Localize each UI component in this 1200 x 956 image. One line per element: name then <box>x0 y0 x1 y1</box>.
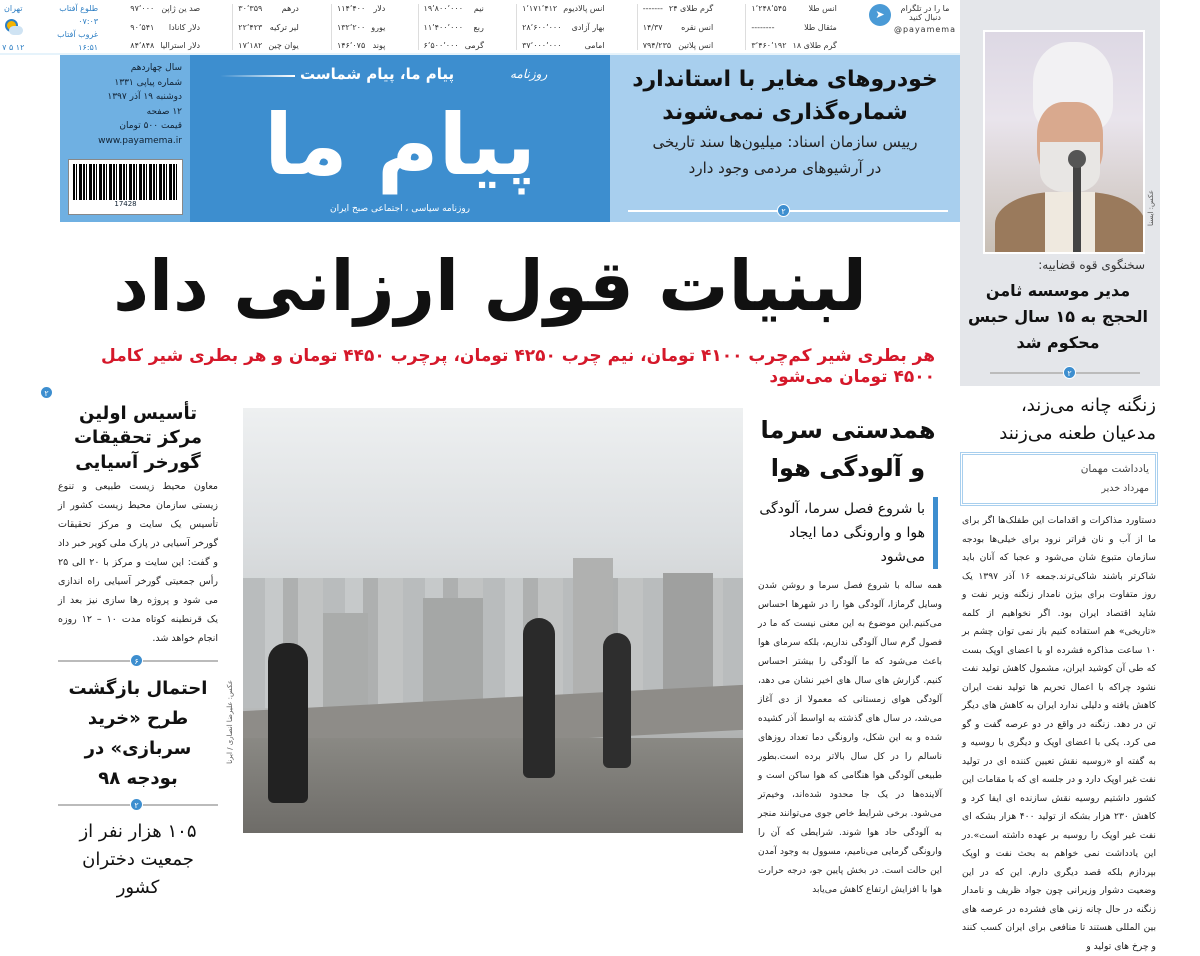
ticker-value: ۱٬۲۴۸٬۵۴۵ <box>751 4 787 13</box>
slogan: پیام ما، پیام شماست <box>300 65 455 83</box>
ticker-label: انس پالادیوم <box>563 4 605 13</box>
top-story-title: شماره‌گذاری نمی‌شوند <box>662 100 908 125</box>
ticker-group <box>516 4 609 50</box>
newspaper-masthead <box>190 55 610 222</box>
page-count: ۱۲ صفحه <box>146 106 182 117</box>
center-article <box>748 405 948 900</box>
ticker-group <box>232 4 303 50</box>
story-headline[interactable]: ۱۰۵ هزار نفر از جمعیت دختران کشور <box>79 820 197 898</box>
ticker-value: ۱۷٬۱۸۲ <box>238 41 263 50</box>
logo-prefix: روزنامه <box>510 67 548 81</box>
person-figure <box>603 633 631 768</box>
smog-city-photo <box>243 408 743 833</box>
ticker-value: ۹۰٬۵۴۱ <box>130 22 155 32</box>
ticker-value: ۸۴٬۸۴۸ <box>130 41 155 50</box>
top-story[interactable] <box>610 55 960 222</box>
ticker-value: ۱۱۴٬۴۰۰ <box>336 4 366 13</box>
ticker-value: ۱۴۶٬۰۷۵ <box>336 41 366 50</box>
note-author: مهرداد خدیر <box>1101 483 1149 494</box>
ticker-value: ۱۱٬۴۰۰٬۰۰۰ <box>423 22 463 32</box>
right-column <box>958 392 1160 956</box>
telegram-line2: دنبال کنید <box>909 13 941 22</box>
ticker-label: بهار آزادی <box>571 22 605 32</box>
ticker-value: ------- <box>642 4 663 13</box>
telegram-follow[interactable] <box>869 4 956 50</box>
price: قیمت ۵۰۰ تومان <box>119 121 182 131</box>
barcode <box>68 159 183 215</box>
issue-year: سال چهاردهم <box>130 63 182 73</box>
main-headline[interactable]: لبنیات قول ارزانی داد <box>113 245 867 327</box>
story-headline[interactable]: مدیر موسسه ثامن الحجج به ۱۵ سال حبس محکوم شد <box>968 281 1148 352</box>
issue-number: شماره پیاپی ۱۳۳۱ <box>114 77 182 88</box>
ticker-group <box>745 4 841 50</box>
ticker-label: یوان چین <box>268 41 299 50</box>
sunrise-label: طلوع آفتاب <box>59 4 99 13</box>
ticker-value: -------- <box>751 22 775 32</box>
photo-credit: عکس: ایسنا <box>1147 190 1155 226</box>
top-story-title: خودروهای مغایر با استاندارد <box>632 67 938 92</box>
ticker-label: یورو <box>371 22 386 32</box>
ticker-value: ۱۹٬۸۰۰٬۰۰۰ <box>423 4 463 13</box>
ticker-label: گرمی <box>464 41 484 50</box>
column-headline[interactable]: زنگنه چانه می‌زند، مدعیان طعنه می‌زنند <box>999 395 1156 444</box>
column-body: دستاورد مذاکرات و اقدامات این طفلک‌ها اگر برای ما از آب و نان فراتر نرود برای خیلی‌ها بودجه سازمان متبوع شان می‌شود و عجبا که آنان باید شاکرتر باشند شاکی‌ترند.جمعه ۱۶ آذر ۱۳۹۷ یک روز متفاوت برای بیژن نامدار زنگنه وزیر نفت و شاید اقتصاد ایران بود. اگر نخواهیم از کلمه «تاریخی» هم استفاده کنیم باز نمی توان چشم بر ۱۰ ساعت مذاکره فشرده او با اعضای اوپک بست که طی آن کوشید ایران، مشمول کاهش تولید نفت نشود چراکه با اعمال تحریم ها تولید نفت ایران کاهش یافته و دلیلی ندارد ایران به کاهش های دیگر تن در دهد. زنگنه در واقع در دو عرصه گفت و گو می کرد. یکی با اعضای اوپک و دیگری با روسیه و به گفته او «روسیه نقش تعیین کننده ای در تولید نفت غیر اوپک دارد و در جلسه ای که با مقامات این کشور داشتیم روسیه نقش سازنده ای ایفا کرد و کاهش ۲۳۰ هزار بشکه از تولید ۴۰۰ هزار بشکه ای نفت غیر اوپک را روسیه بر عهده داشته است».در این یادداشت نمی خواهم به بحث نفت و اوپک بپردازم بلکه قصد دیگری دارم. این که در این وضعیت دشوار وزیرانی چون جواد ظریف و نامدار زنگنه در حال چانه زنی های فشرده در عرصه های بین المللی هستند تا منافعی برای ایران کسب کنند و چرخ های تولید و <box>962 515 1157 952</box>
barcode-number: 17428 <box>114 200 137 208</box>
issue-info <box>60 55 190 222</box>
ticker-value: ۳۷٬۰۰۰٬۰۰۰ <box>522 41 562 50</box>
ticker-value: ۳٬۴۶۰٬۱۹۲ <box>751 41 787 50</box>
telegram-line1: ما را در تلگرام <box>900 4 950 13</box>
ticker-value: ۶٬۵۰۰٬۰۰۰ <box>423 41 459 50</box>
left-column <box>58 402 218 902</box>
ticker-label: گرم طلای ۱۸ <box>792 41 837 50</box>
ticker-value: ۲۲٬۴۲۳ <box>238 22 263 32</box>
note-label: یادداشت مهمان <box>1080 463 1149 475</box>
ticker-value: ۷۹۴/۲۳۵ <box>642 41 672 50</box>
sunset-label: غروب آفتاب <box>57 30 99 39</box>
page-badge: ۲ <box>777 204 790 217</box>
weather-widget <box>2 4 98 52</box>
weather-city: تهران <box>4 4 23 13</box>
ticker-label: ربع <box>473 22 484 32</box>
ticker-value: ۳۰٬۳۵۹ <box>238 4 263 13</box>
top-story-subtitle: رییس سازمان اسناد: میلیون‌ها سند تاریخی <box>652 133 918 151</box>
person-figure <box>523 618 555 778</box>
logo: پیام ما <box>264 96 536 194</box>
ticker-label: دلار <box>373 4 386 13</box>
ticker-value: ۲۸٬۶۰۰٬۰۰۰ <box>522 22 562 32</box>
article-headline[interactable]: همدستی سرما و آلودگی هوا <box>760 416 936 482</box>
guest-note-box <box>960 452 1158 506</box>
ticker-group <box>331 4 390 50</box>
story-headline[interactable]: احتمال بازگشت طرح «خرید سربازی» در بودجه ۹۸ <box>68 677 208 789</box>
ticker-value: ۱۴/۳۷ <box>642 22 663 32</box>
page-badge: ۶ <box>130 654 143 667</box>
sunrise-time: ۰۷:۰۳ <box>78 17 99 26</box>
main-subheadline: هر بطری شیر کم‌چرب ۴۱۰۰ تومان، نیم چرب ۴۲۵۰ تومان، پرچرب ۴۴۵۰ تومان و هر بطری شیر کامل ۴۵۰۰ تومان می‌شود <box>101 346 935 387</box>
market-ticker <box>0 0 960 55</box>
ticker-label: دلار کانادا <box>168 22 201 32</box>
website[interactable]: www.payamema.ir <box>98 135 182 146</box>
temperatures: ۱۲ ۵ ۷ <box>2 43 25 52</box>
article-lead: با شروع فصل سرما، آلودگی هوا و وارونگی دما ایجاد می‌شود <box>756 497 938 569</box>
ticker-label: پوند <box>372 41 386 50</box>
ticker-label: امامی <box>584 41 605 50</box>
ticker-group <box>418 4 489 50</box>
telegram-handle: @payamema <box>893 25 956 34</box>
photo-credit: عکس: علیرضا انصاری / ایرنا <box>226 680 234 764</box>
masthead-subtitle: روزنامه سیاسی ، اجتماعی صبح ایران <box>330 204 471 214</box>
ticker-value: ۱٬۱۷۱٬۴۱۲ <box>522 4 558 13</box>
article-body: همه ساله با شروع فصل سرما و روشن شدن وسایل گرمازا، آلودگی هوا را در شهرها احساس می‌کنیم.این موضوع به این معنی نیست که ما در فصول گرم سال آلودگی نداریم، بلکه سرمای هوا باعث می‌شود که ما آلودگی را بیشتر احساس کنیم. گزارش های سال های اخیر نشان می دهد، آلودگی هوای زمستانی که معمولا از دی آغاز می‌شد، در سال های گذشته به اواسط آذر کشیده شده و به این شکل، وارونگی دما تعداد روزهای ناسالم را در کل سال بالاتر برده است.بطور طبیعی آلودگی هوا هنگامی که هوا ساکن است و آلاینده‌ها در یک جا محدود شده‌اند، وخیم‌تر می‌شود. برخی شرایط خاص جوی می‌توانند منجر به آلودگی حاد هوا شوند. شرایطی که آن را وارونگی گرمایی می‌نامیم، مسوول به وجود آمدن این حالت است. در بخش پایین جو، درجه حرارت هوا با افزایش ارتفاع کاهش می‌یابد <box>758 581 942 895</box>
ticker-value: ۹۷٬۰۰۰ <box>130 4 155 13</box>
issue-date: دوشنبه ۱۹ آذر ۱۳۹۷ <box>107 92 182 102</box>
ticker-label: انس پلاتین <box>678 41 714 50</box>
person-figure <box>268 643 308 803</box>
ticker-label: درهم <box>281 4 299 13</box>
ticker-label: نیم <box>473 4 484 13</box>
ticker-label: لیر ترکیه <box>269 22 299 32</box>
sunset-time: ۱۶:۵۱ <box>78 43 99 52</box>
ticker-label: گرم طلای ۲۴ <box>668 4 714 13</box>
story-headline[interactable]: تأسیس اولین مرکز تحقیقات گورخر آسیایی <box>73 403 203 473</box>
ticker-value: ۱۳۲٬۲۰۰ <box>336 22 366 32</box>
ticker-group <box>637 4 718 50</box>
page-badge: ۲ <box>130 798 143 811</box>
portrait-photo <box>983 30 1145 254</box>
page-badge: ۲ <box>40 386 53 399</box>
story-body: معاون محیط زیست طبیعی و تنوع زیستی سازمان محیط زیست کشور از تأسیس یک سایت و مرکز تحقیقات گورخر آسیایی در پارک ملی کویر خبر داد و گفت: این سایت و مرکز با ۲۰ الی ۲۵ رأس جمعیتی گورخر آسیایی راه اندازی می شود و پروژه رها سازی نیز بعد از یک قرنطینه کوتاه مدت ۱۰ – ۱۲ روزه انجام خواهد شد. <box>58 480 218 644</box>
ticker-label: صد ین ژاپن <box>161 4 201 13</box>
telegram-icon: ➤ <box>869 4 891 26</box>
ticker-label: دلار استرالیا <box>160 41 201 50</box>
ticker-group <box>125 4 205 50</box>
page-badge: ۲ <box>1063 366 1076 379</box>
ticker-label: انس نقره <box>681 22 714 32</box>
story-kicker: سخنگوی قوه قضاییه: <box>1038 258 1145 272</box>
top-story-subtitle: در آرشیوهای مردمی وجود دارد <box>688 159 882 177</box>
ticker-label: انس طلا <box>808 4 837 13</box>
ticker-label: مثقال طلا <box>804 22 837 32</box>
partly-cloudy-icon <box>3 19 23 37</box>
